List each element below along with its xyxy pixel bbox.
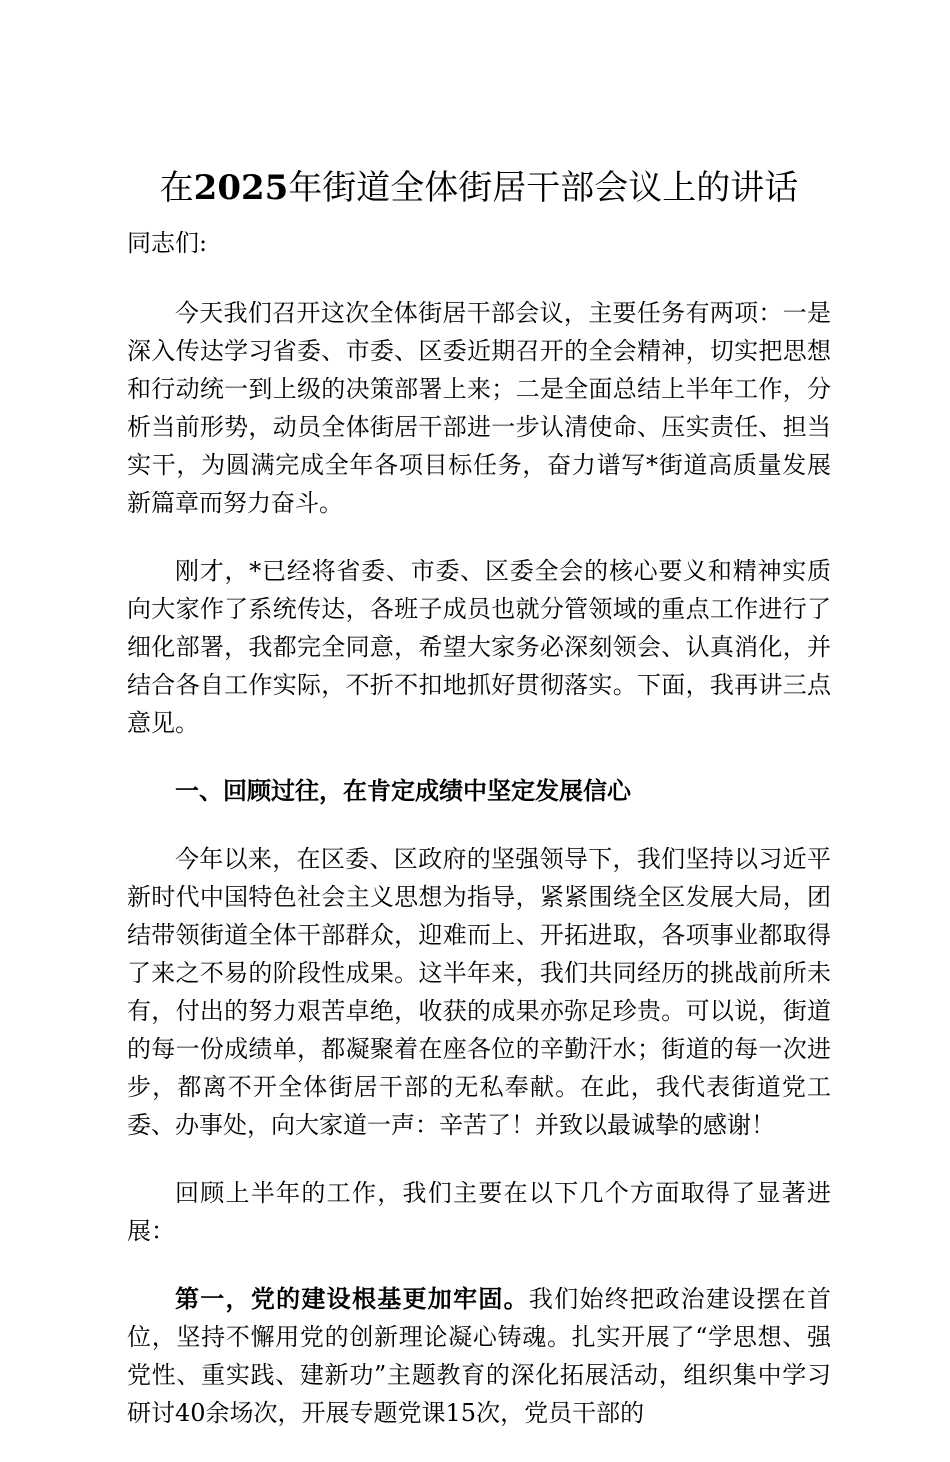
intro-paragraph-1: 今天我们召开这次全体街居干部会议，主要任务有两项：一是深入传达学习省委、市委、区委近期召开的全会精神，切实把思想和行动统一到上级的决策部署上来；二是全面总结上半年工作，分析当前形势，动员全体街居干部进一步认清使命、压实责任、担当实干，为圆满完成全年各项目标任务，奋力谱写*街道高质量发展新篇章而努力奋斗。 — [127, 299, 831, 517]
point-1-text: 我们始终把政治建设摆在首位，坚持不懈用党的创新理论凝心铸魂。扎实开展了“学思想、强党性、重实践、建新功”主题教育的深化拓展活动，组织集中学习研讨40余场次，开展专题党课15次，党员干部的 — [127, 1285, 832, 1427]
title-year: 2025 — [193, 168, 289, 208]
document-page — [127, 160, 831, 1462]
section-1-heading: 一、回顾过往，在肯定成绩中坚定发展信心 — [175, 776, 631, 805]
document-title — [87, 160, 871, 216]
salutation: 同志们: — [127, 229, 208, 257]
intro-paragraph-2: 刚才，*已经将省委、市委、区委全会的核心要义和精神实质向大家作了系统传达，各班子成员也就分管领域的重点工作进行了细化部署，我都完全同意，希望大家务必深刻领会、认真消化，并结合各自工作实际，不折不扣地抓好贯彻落实。下面，我再讲三点意见。 — [127, 557, 831, 737]
section-1-point-1 — [127, 1280, 831, 1432]
title-prefix: 在 — [159, 168, 194, 208]
point-1-lead: 第一，党的建设根基更加牢固。 — [175, 1284, 529, 1313]
title-suffix: 年街道全体街居干部会议上的讲话 — [288, 168, 799, 208]
section-1-paragraph-2: 回顾上半年的工作，我们主要在以下几个方面取得了显著进展： — [127, 1179, 831, 1245]
section-1-paragraph-1: 今年以来，在区委、区政府的坚强领导下，我们坚持以习近平新时代中国特色社会主义思想为指导，紧紧围绕全区发展大局，团结带领街道全体干部群众，迎难而上、开拓进取，各项事业都取得了来之不易的阶段性成果。这半年来，我们共同经历的挑战前所未有，付出的努力艰苦卓绝，收获的成果亦弥足珍贵。可以说，街道的每一份成绩单，都凝聚着在座各位的辛勤汗水；街道的每一次进步，都离不开全体街居干部的无私奉献。在此，我代表街道党工委、办事处，向大家道一声：辛苦了！并致以最诚挚的感谢！ — [127, 845, 831, 1139]
